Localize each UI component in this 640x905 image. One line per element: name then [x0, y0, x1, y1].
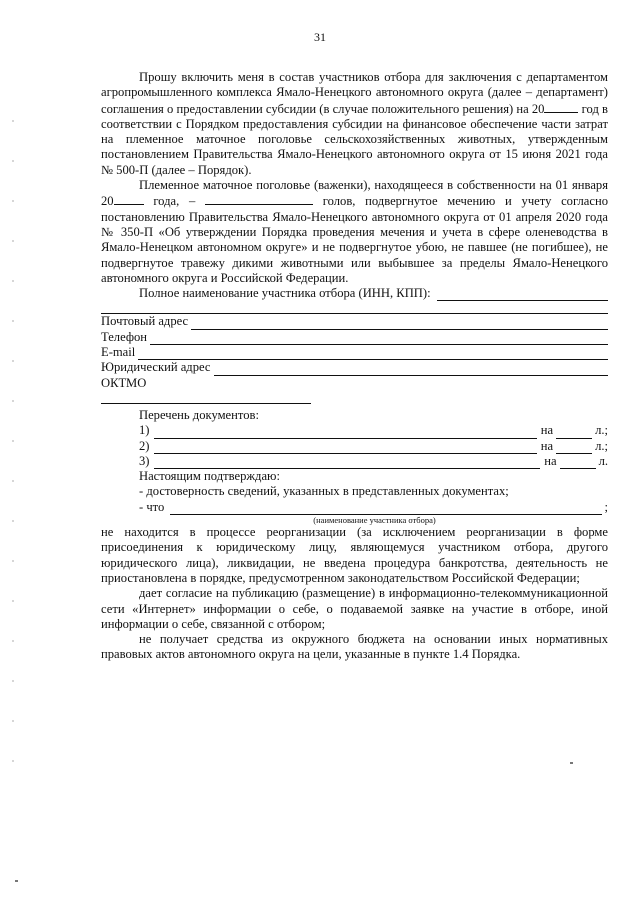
oktmo-field [101, 376, 608, 391]
paragraph-request [101, 70, 608, 178]
page-number: 31 [314, 30, 326, 44]
document-number: 1) [139, 423, 150, 438]
document-row-2 [101, 439, 608, 454]
participant-caption: (наименование участника отбора) [313, 515, 436, 526]
confirm-item-1: - достоверность сведений, указанных в представленных документах; [139, 484, 509, 499]
phone-field [101, 330, 608, 345]
postal-address-label: Почтовый адрес [101, 314, 189, 329]
document-number: 3) [139, 453, 150, 468]
confirm-title: Настоящим подтверждаю: [139, 469, 280, 484]
document-name-line [154, 427, 537, 439]
confirm-item-2-label: - что [139, 499, 165, 514]
document-row-1 [101, 423, 608, 438]
year-blank [544, 101, 578, 113]
sheet-count-line [556, 427, 592, 439]
paragraph-livestock-part2: года, – [143, 194, 196, 209]
phone-label: Телефон [101, 329, 148, 344]
confirm-item-2-end: ; [604, 499, 608, 514]
document-on-label: на [544, 453, 557, 468]
document-name-line [154, 457, 541, 469]
email-label: E-mail [101, 345, 136, 360]
document-on-label: на [540, 438, 554, 453]
email-line [138, 348, 608, 360]
legal-address-line [214, 364, 609, 376]
document-row-3 [101, 454, 608, 469]
paragraph-publication-consent: дает согласие на публикацию (размещение) в информационно-телекоммуникационной сети «Интернет» информации о себе, о подаваемой заявке на участие в отборе, иной информации о себе, связанной с отбором; [101, 586, 608, 631]
participant-name-field [101, 286, 608, 301]
sheet-unit: л. [598, 453, 608, 468]
confirm-item-2 [101, 500, 608, 515]
postal-address-field [101, 314, 608, 329]
participant-name-line-2 [101, 301, 608, 314]
head-count-blank [205, 193, 313, 205]
sheet-unit: л.; [595, 423, 608, 438]
document-number: 2) [139, 438, 150, 453]
phone-line [150, 333, 608, 345]
oktmo-label: ОКТМО [101, 375, 147, 390]
year-blank [114, 193, 144, 205]
paragraph-request-part1: Прошу включить меня в состав участников отбора для заключения с департаментом агропромышленного комплекса Ямало-Ненецкого автономного округа (далее – департамент) соглашения о предоставлении субсидии (в случае положительного решения) на 20 [101, 70, 608, 116]
postal-address-line [191, 318, 608, 330]
oktmo-line [101, 391, 311, 404]
document-name-line [154, 442, 537, 454]
document-on-label: на [540, 423, 554, 438]
paragraph-livestock-part3: голов, подвергнутое мечению и учету согласно постановлению Правительства Ямало-Ненецкого автономного округа от 01 апреля 2020 года № 350-П «Об утверждении Порядка проведения мечения и учета в сфере оленеводства в Ямало-Ненецком автономном округе» и не подвергнутое убою, не павшее (не погибшее), не подвергнутое травежу дикими животными или выбывшее за пределы Ямало-Ненецкого автономного округа и Российской Федерации. [101, 194, 609, 285]
scan-speck [15, 880, 18, 882]
email-field [101, 345, 608, 360]
participant-name-label: Полное наименование участника отбора (ИНН, КПП): [139, 286, 431, 301]
paragraph-livestock-part1: Племенное маточное поголовье (важенки), находящееся в собственности на 01 января 20 [101, 178, 608, 209]
paragraph-livestock [101, 178, 608, 286]
paragraph-request-part2: год в соответствии с Порядком предоставления субсидии на финансовое обеспечение части затрат на племенное маточное поголовье сельскохозяйственных животных, утвержденным постановлением Правительства Ямало-Ненецкого автономного округа от 15 июня 2021 года № 500-П (далее – Порядок). [101, 101, 609, 177]
sheet-unit: л.; [595, 438, 608, 453]
documents-title: Перечень документов: [139, 407, 259, 422]
sheet-count-line [556, 442, 592, 454]
legal-address-label: Юридический адрес [101, 360, 211, 375]
participant-name-line [437, 289, 608, 301]
scan-margin-marks [12, 120, 14, 770]
legal-address-field [101, 360, 608, 375]
scan-speck [570, 762, 573, 764]
sheet-count-line [560, 457, 596, 469]
participant-line [170, 503, 601, 515]
paragraph-no-budget-funds: не получает средства из окружного бюджета на основании иных нормативных правовых актов автономного округа на цели, указанные в пункте 1.4 Порядка. [101, 632, 608, 662]
paragraph-no-reorganization: не находится в процессе реорганизации (за исключением реорганизации в форме присоединения к юридическому лицу, являющемуся участником отбора, другого юридического лица), ликвидации, не введена процедура банкротства, деятельность не приостановлена в порядке, предусмотренном законодательством Российской Федерации; [101, 525, 608, 585]
application-text [101, 70, 608, 663]
